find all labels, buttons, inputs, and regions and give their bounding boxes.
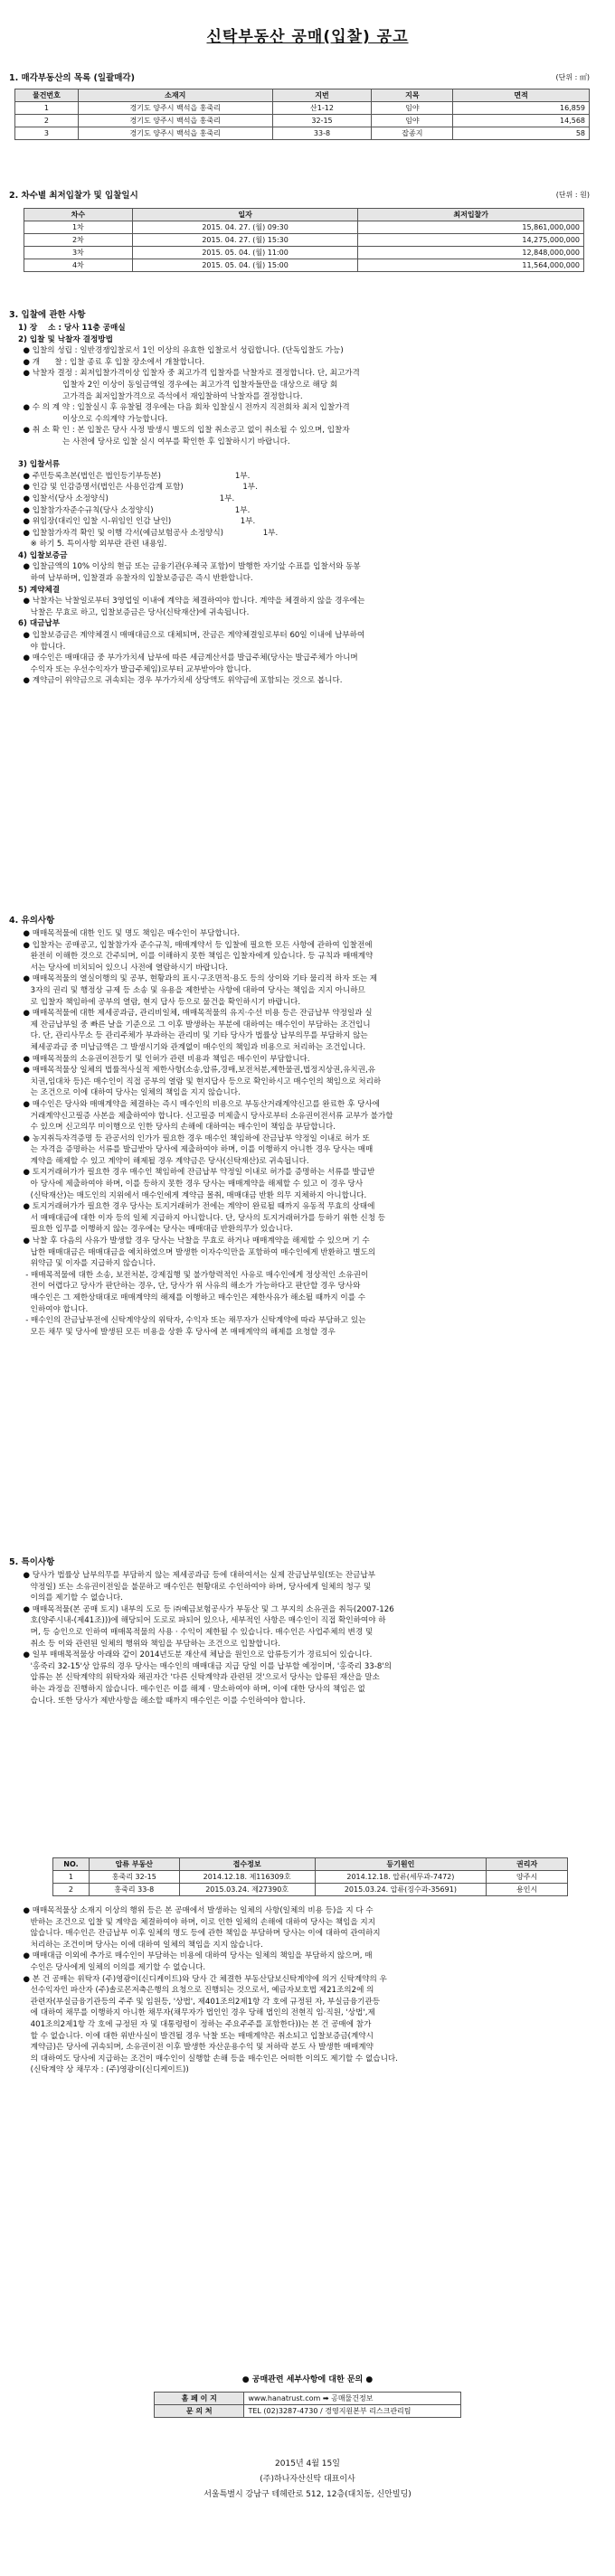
header-cell: 등기원인: [315, 1858, 487, 1871]
text-line: ● 일부 매매목적물상 아래와 같이 2014년도분 재산세 체납을 원인으로 압류등기가 경료되어 있습니다.: [18, 1650, 373, 1660]
text-line: ● 토지거래허가가 필요한 경우 당사는 토지거래허가 전에는 계약이 완료될 때까지 유동적 무효의 상태에: [18, 1202, 375, 1212]
table-cell: 2015. 05. 04. (월) 15:00: [132, 259, 358, 272]
text-line: (신탁재산)는 매도인의 지위에서 매수인에게 계약금 몰취, 매매대금 반환 의무 지체하지 아니합니다.: [18, 1190, 367, 1200]
text-line: ● 매수인은 매매대금 중 부가가치세 납부에 따른 세금계산서를 발급주체(당사는 발급주체가 아니며: [18, 653, 358, 663]
text-line: ● 위임장(대리인 입찰 시-위임인 인감 날인) 1부.: [18, 517, 256, 527]
table-row: [24, 234, 584, 247]
section-bid-schedule: [9, 188, 606, 272]
text-line: 위약금 및 이자를 지급하지 않습니다.: [18, 1259, 156, 1269]
text-line: 서 매매대금에 대한 이자 등의 일체 지급하지 아니합니다. 단, 당사의 토지거래허가를 등하기 위한 신청 등: [18, 1213, 386, 1223]
table-row: [53, 1871, 568, 1884]
text-line: ● 입찰금액의 10% 이상의 현금 또는 금융기관(우체국 포함)이 발행한 자기앞 수표를 입찰서와 동봉: [18, 562, 361, 572]
text-line: 제 잔금납부일 중 빠른 날을 기준으로 그 이후 발생하는 부분에 대하여는 매수인이 부담하는 조건입니: [18, 1020, 371, 1029]
text-line: 매수인은 그 제한상태대로 매매계약의 해제를 이행하고 매수인은 제한사유가 해소될 때까지 이를 수: [18, 1293, 366, 1302]
text-line: 하는 과정을 진행하지 않습니다. 매수인은 이를 해제 · 말소하여야 하며, 이에 대한 당사의 책임은 없: [18, 1684, 365, 1694]
text-line: 약정일) 또는 소유권이전일을 불문하고 매수인은 현황대로 수인하여야 하며, 당사에게 일체의 청구 및: [18, 1582, 372, 1592]
header-cell: 접수정보: [179, 1858, 315, 1871]
text-line: 는 조건으로 이에 대하여 당사는 일체의 책임을 지지 않습니다.: [18, 1088, 241, 1098]
table-row: [15, 115, 590, 127]
text-line: ● 매매대금 이외에 추가로 매수인이 부담하는 비용에 대하여 당사는 일체의 책임을 부담하지 않으며, 매: [18, 1951, 373, 1961]
header-cell: 지목: [372, 89, 453, 102]
text-line: 이의를 제기할 수 없습니다.: [18, 1594, 123, 1603]
table-cell: 용인시: [487, 1884, 568, 1896]
footer-date: 2015년 4월 15일: [275, 2459, 340, 2468]
table-cell: TEL (02)3287-4730 / 경영지원본부 리스크관리팀: [244, 2405, 461, 2418]
text-line: 2) 입찰 및 낙찰자 결정방법: [18, 334, 113, 344]
text-line: ● 인감 및 인감증명서(법인은 사용인감계 포함) 1부.: [18, 483, 258, 493]
schedule-table: [24, 208, 584, 272]
table-cell: 11,564,000,000: [358, 259, 584, 272]
text-line: ● 매매목적물상 일체의 법률적사실적 제한사항(소송,압류,경매,보전처분,제한물권,법정지상권,유치권,유: [18, 1066, 376, 1076]
text-line: 습니다. 또한 당사가 제반사항을 해소할 때까지 매수인은 이를 수인하여야 합니다.: [18, 1696, 306, 1706]
table-cell: 2: [15, 115, 79, 127]
table-cell: 58: [453, 127, 590, 140]
text-line: 6) 대금납부: [18, 619, 61, 629]
table-cell: 경기도 양주시 백석읍 홍죽리: [78, 115, 272, 127]
table-cell: 잡종지: [372, 127, 453, 140]
table-cell: 14,275,000,000: [358, 234, 584, 247]
text-line: ● 계약금이 위약금으로 귀속되는 경우 부가가치세 상당액도 위약금에 포함되는 것으로 봅니다.: [18, 676, 343, 686]
table-cell: 4차: [24, 259, 133, 272]
text-line: 관련자(부실금융기관등의 주주 및 임원등, '상법', 제401조의2제1항 각 호에 규정된 자, 부실금융기관등: [18, 1997, 381, 2007]
header-cell: 소재지: [78, 89, 272, 102]
header-cell: 지번: [272, 89, 372, 102]
header-cell: 압류 부동산: [89, 1858, 179, 1871]
table-cell: 2015. 05. 04. (월) 11:00: [132, 247, 358, 259]
section-2-heading: 2. 차수별 최저입찰가 및 입찰일시: [9, 191, 138, 201]
text-line: (신탁계약 상 채무자 : (주)영광이(신디케이트)): [18, 2065, 189, 2075]
section-special-notes: [9, 1555, 606, 1706]
text-line: ● 매매목적물의 열실이행의 및 공부, 현황과의 표시·구조면적·용도 등의 상이와 기타 물리적 하자 또는 제: [18, 974, 378, 984]
table-row: [24, 247, 584, 259]
text-line: ● 당사가 법률상 납부의무를 부담하지 않는 제세공과금 등에 대하여서는 실제 잔금납부일(또는 잔금납부: [18, 1571, 376, 1580]
table-row: [155, 2393, 461, 2405]
property-table: [14, 89, 590, 140]
table-cell: 양주시: [487, 1871, 568, 1884]
section-1-heading: 1. 매각부동산의 목록 (일괄매각): [9, 73, 135, 83]
table-cell: 문 의 처: [155, 2405, 244, 2418]
text-line: ● 입찰의 성립 : 일반경쟁입찰로서 1인 이상의 유효한 입찰로서 성립합니다. (단독입찰도 가능): [18, 346, 344, 356]
section-4-heading: 4. 유의사항: [9, 916, 55, 926]
text-line: 전이 어렵다고 당사가 판단하는 경우, 단, 당사가 위 사유의 해소가 가능하다고 판단할 경우 당사와: [18, 1282, 361, 1292]
table-cell: 경기도 양주시 백석읍 홍죽리: [78, 102, 272, 115]
header-cell: 권리자: [487, 1858, 568, 1871]
homepage-link[interactable]: www.hanatrust.com ➡ 공매물건정보: [244, 2393, 461, 2405]
footer-address: 서울특별시 강남구 테헤란로 512, 12층(대치동, 신안빌딩): [203, 2490, 412, 2499]
text-line: ● 매매목적물에 대한 제세공과금, 관리비일체, 매매목적물의 유지·수선 비용 등은 잔금납부 약정일과 실: [18, 1009, 373, 1019]
header-cell: NO.: [53, 1858, 90, 1871]
table-row: [24, 221, 584, 234]
text-line: '홍죽리 32-15'상 압류의 경우 당사는 매수인의 매매대금 지급 당일 이를 납부할 예정이며, '홍죽리 33-8'의: [18, 1661, 392, 1671]
text-line: ※ 하기 5. 특이사항 외부란 관련 내용임.: [18, 540, 167, 550]
text-line: 며, 등 승인으로 인하여 매매목적물의 사용 · 수익이 제한될 수 있습니다. 매수인은 사업주체의 변경 및: [18, 1627, 374, 1637]
text-line: 는 자격을 증명하는 서류를 발급받아 당사에 제출하여야 하며, 이를 이행하지 아니한 경우 당사는 매매: [18, 1145, 374, 1155]
header-cell: 최저입찰가: [358, 209, 584, 221]
text-line: 에 대하여 채무를 이행하지 아니한 채무자(채무자가 법인인 경우 당해 법인의 전현직 임·직원, '상법',제: [18, 2008, 375, 2018]
section-3-heading: 3. 입찰에 관한 사항: [9, 310, 86, 320]
table-cell: 3차: [24, 247, 133, 259]
text-line: 고가격을 최저입찰가격으로 즉석에서 재입찰하여 낙찰자를 결정합니다.: [18, 391, 303, 401]
section-5-body: [18, 1570, 606, 1706]
contact-section: [9, 2373, 606, 2418]
table-row: [15, 102, 590, 115]
text-line: 처리하는 조건이며 당사는 이에 대하여 일체의 책임을 지지 않습니다.: [18, 1940, 263, 1950]
section-2-unit: (단위 : 원): [555, 191, 590, 199]
text-line: 할 수 없습니다. 이에 대한 위반사실이 발견될 경우 낙찰 또는 매매계약은 취소되고 입찰보증금(계약시: [18, 2031, 374, 2041]
text-line: ● 입찰서(당사 소정양식) 1부.: [18, 494, 235, 503]
section-property-list: [9, 71, 606, 140]
table-cell: 16,859: [453, 102, 590, 115]
table-cell: 1: [15, 102, 79, 115]
table-cell: 경기도 양주시 백석읍 홍죽리: [78, 127, 272, 140]
text-line: 3자의 권리 및 행정상 규제 등 소송 및 유용을 제한받는 사항에 대하여 당사는 책임을 지지 아니하므: [18, 985, 365, 995]
table-row: [24, 259, 584, 272]
text-line: 5) 계약체결: [18, 585, 61, 595]
text-line: 3) 입찰서류: [18, 460, 61, 470]
text-line: ● 낙찰자 결정 : 최저입찰가격이상 입찰자 중 최고가격 입찰자를 낙찰자로 결정합니다. 단, 최고가격: [18, 369, 360, 379]
table-cell: 2015. 04. 27. (월) 15:30: [132, 234, 358, 247]
text-line: 계약금)은 당사에 귀속되며, 소유권이전 이후 발생한 자산운용수익 및 저하락 분도 사 발생한 매매계약: [18, 2043, 374, 2053]
text-line: 의 대하여도 당사에 지급하는 조건이 매수인이 실행할 손해 등을 매수인은 어떠한 이의도 제기할 수 없습니다.: [18, 2054, 398, 2064]
text-line: 압류는 본 신탁계약의 위탁자와 채권자간 '다른 신탁계약과 관련된 것'으로서 당사는 압류된 재산을 말소: [18, 1673, 380, 1683]
table-cell: 32-15: [272, 115, 372, 127]
text-line: 수 있으며 신고의무 미이행으로 인한 당사의 손해에 대하여는 매수인이 책임을 부담합니다.: [18, 1123, 336, 1133]
table-cell: 1: [53, 1871, 90, 1884]
section-1-unit: (단위 : ㎡): [555, 73, 590, 81]
text-line: 모든 채무 및 당사에 발생된 모든 비용을 상환 후 당사에 본 매매계약의 해제를 요청할 경우: [18, 1327, 336, 1337]
text-line: ● 매매목적물상 소재지 이상의 행위 등은 본 공매에서 발생하는 일체의 사항(일체의 비용 등)을 지 다 수: [18, 1906, 374, 1915]
document-title: 신탁부동산 공매(입찰) 공고: [206, 28, 409, 46]
table-header-row: [53, 1858, 568, 1871]
text-line: 치권,임대차 등)은 매수인이 직접 공부의 열람 및 현지답사 등으로 확인하시고 매수인의 책임으로 처리하: [18, 1076, 382, 1086]
table-cell: 2: [53, 1884, 90, 1896]
text-line: 취소 등 이와 관련된 일체의 행위와 책임을 부담하는 조건으로 입찰합니다.: [18, 1639, 281, 1649]
text-line: 체세공과금 중 미납금액은 그 발생시기와 관계없이 매수인의 책임과 비용으로 처리하는 조건입니다.: [18, 1042, 366, 1052]
text-line: 않습니다. 매수인은 잔금납부 이후 일체의 명도 등에 관한 책임을 부담하며 당사는 이에 대하여 관여하지: [18, 1929, 381, 1939]
table-cell: 2014.12.18. 압류(세무과-7472): [315, 1871, 487, 1884]
text-line: 1) 장 소 : 당사 11층 공매실: [18, 324, 126, 333]
section-3-body: [18, 323, 606, 687]
text-line: 는 사전에 당사로 입찰 실시 여부를 확인한 후 입찰하시기 바랍니다.: [18, 437, 290, 447]
text-line: ● 농지취득자격증명 등 관공서의 인가가 필요한 경우 매수인 책임하에 잔금납부 약정일 이내로 허가 또: [18, 1133, 370, 1143]
header-cell: 차수: [24, 209, 133, 221]
table-cell: 1차: [24, 221, 133, 234]
text-line: 수인은 당사에게 일체의 이의를 제기할 수 없습니다.: [18, 1962, 206, 1972]
text-line: ● 입찰참가자격 확인 및 이행 각서(예금보험공사 소정양식) 1부.: [18, 528, 279, 538]
table-row: [53, 1884, 568, 1896]
table-cell: 2차: [24, 234, 133, 247]
text-line: 아 당사에 제출하여야 하며, 이를 등하지 못한 경우 당사는 매매계약을 해제할 수 있고 이 경우 당사: [18, 1180, 364, 1189]
footer-company: (주)하나자산신탁 대표이사: [260, 2475, 355, 2484]
table-cell: 임야: [372, 102, 453, 115]
text-line: ● 매매목적물의 소유권이전등기 및 인허가 관련 비용과 책임은 매수인이 부담합니다.: [18, 1054, 310, 1064]
text-line: 야 합니다.: [18, 642, 66, 652]
section-6-body: [18, 1905, 606, 2076]
text-line: ● 주민등록초본(법인은 법인등기부등본) 1부.: [18, 471, 251, 481]
text-line: 하여 납부하며, 입찰결과 유찰자의 입찰보증금은 즉시 반환합니다.: [18, 574, 253, 584]
section-4-body: [18, 928, 606, 1338]
table-cell: 2015.03.24. 제27390호: [179, 1884, 315, 1896]
contact-heading: ● 공매관련 세부사항에 대한 문의 ●: [241, 2375, 374, 2384]
table-cell: 33-8: [272, 127, 372, 140]
table-row: [155, 2405, 461, 2418]
text-line: 다. 단, 관리사무소 등 관리주체가 부과하는 관리비 및 기타 당사가 법률상 납부의무를 부담하지 않는: [18, 1031, 368, 1041]
header-cell: 물건번호: [15, 89, 79, 102]
table-cell: 홍죽리 32-15: [89, 1871, 179, 1884]
text-line: 서는 당사에 비치되어 있으니 사전에 열람하시기 바랍니다.: [18, 963, 229, 973]
contact-table: [154, 2392, 461, 2418]
table-header-row: [15, 89, 590, 102]
table-row: [15, 127, 590, 140]
section-cautions: [9, 913, 606, 1338]
text-line: 완전히 이해한 것으로 간주되며, 이를 이해하지 못한 책임은 입찰자에게 있습니다. 등 규칙과 매매계약: [18, 952, 374, 962]
text-line: 거래계약신고필증 사본을 제출하여야 합니다. 신고필증 미제출시 당사로부터 소유권이전서류 교부가 불가할: [18, 1111, 393, 1121]
text-line: 호(양주시내-(제41조)))에 해당되어 도로로 파되어 있으나, 세부적인 사항은 매수인이 직접 확인하여야 하: [18, 1616, 386, 1626]
text-line: ● 토지거래허가가 필요한 경우 매수인 책임하에 잔금납부 약정일 이내로 허가를 증명하는 서류를 발급받: [18, 1168, 375, 1178]
text-line: 낙찰은 무효로 하고, 입찰보증금은 당사(신탁재산)에 귀속됩니다.: [18, 607, 250, 617]
section-seizure: [9, 1857, 606, 2076]
text-line: ● 매수인은 당사와 매매계약을 체결하는 즉시 매수인의 비용으로 부동산거래계약신고를 완료한 후 당사에: [18, 1099, 380, 1109]
text-line: 수익자 또는 우선수익자가 발급주체임)로부터 교부받아야 합니다.: [18, 664, 251, 674]
text-line: 입찰자 2인 이상이 동일금액일 경우에는 최고가격 입찰자들만을 대상으로 해당 회: [18, 380, 338, 390]
table-cell: 산1-12: [272, 102, 372, 115]
text-line: ● 본 건 공매는 위탁자 (주)영광이(신디케이트)와 당사 간 체결한 부동산담보신탁계약에 의거 신탁계약의 우: [18, 1974, 387, 1984]
text-line: 선수익자인 파산자 (주)솔로몬저축은행의 요청으로 진행되는 것으로서, 예금자보호법 제21조의2에 의: [18, 1986, 374, 1996]
text-line: - 매수인의 잔금납부전에 신탁계약상의 위탁자, 수익자 또는 채무자가 신탁계약에 따라 부담하고 있는: [18, 1316, 366, 1326]
table-cell: 12,848,000,000: [358, 247, 584, 259]
table-cell: 2015.03.24. 압류(징수과-35691): [315, 1884, 487, 1896]
table-cell: 15,861,000,000: [358, 221, 584, 234]
seizure-table: [52, 1857, 568, 1896]
text-line: ● 낙찰 후 다음의 사유가 발생할 경우 당사는 낙찰을 무효로 하거나 매매계약을 해제할 수 있으며 기 수: [18, 1236, 370, 1246]
table-header-row: [24, 209, 584, 221]
footer: [9, 2457, 606, 2503]
header-cell: 면적: [453, 89, 590, 102]
table-cell: 홍죽리 33-8: [89, 1884, 179, 1896]
text-line: ● 매매목적물(본 공매 토지) 내부의 도로 등 ㈜예금보험공사가 부동산 및 그 부지의 소유권을 취득(2007-126: [18, 1604, 394, 1614]
text-line: - 매매목적물에 대한 소송, 보전처분, 강제집행 및 불가항력적인 사유로 매수인에게 정상적인 소유권이: [18, 1270, 369, 1280]
text-line: 필요한 입무를 이행하지 않는 경우에는 당사는 매매대금 반환의무가 있습니다.: [18, 1225, 293, 1235]
text-line: ● 개 찰 : 입찰 종료 후 입찰 장소에서 개찰합니다.: [18, 357, 205, 367]
table-cell: 2014.12.18. 제116309호: [179, 1871, 315, 1884]
text-line: 401조의2제1항 각 호에 규정된 자 및 대통령령이 정하는 주요주주를 포함한다))는 본 건 공매에 참가: [18, 2019, 372, 2029]
table-cell: 2015. 04. 27. (월) 09:30: [132, 221, 358, 234]
text-line: 로 입찰자 책임하에 공부의 열람, 현지 답사 등으로 물건을 확인하시기 바랍니다.: [18, 997, 301, 1007]
table-cell: 3: [15, 127, 79, 140]
text-line: 4) 입찰보증금: [18, 550, 68, 560]
text-line: ● 낙찰자는 낙찰일로부터 3영업일 이내에 계약을 체결하여야 합니다. 계약을 체결하지 않을 경우에는: [18, 597, 365, 606]
text-line: 납한 매매대금은 매매대금을 예치하였으며 발생한 이자수익만을 포함하여 매수인에게 반환하고 별도의: [18, 1247, 376, 1257]
text-line: ● 취 소 확 인 : 본 입찰은 당사 사정 발생시 별도의 입찰 취소공고 없이 취소될 수 있으며, 입찰자: [18, 426, 350, 436]
section-bid-rules: [9, 307, 606, 687]
table-cell: 임야: [372, 115, 453, 127]
text-line: 이상으로 수의계약 가능합니다.: [18, 414, 168, 424]
header-cell: 일자: [132, 209, 358, 221]
text-line: ● 입찰참가자준수규칙(당사 소정양식) 1부.: [18, 505, 251, 515]
text-line: [18, 448, 606, 460]
text-line: 반하는 조건으로 입찰 및 계약을 체결하여야 하며, 이로 인한 일체의 손해에 대하여 당사는 책임을 지지: [18, 1917, 375, 1927]
text-line: ● 입찰자는 공매공고, 입찰참가자 준수규칙, 매매계약서 등 입찰에 필요한 모든 사항에 관하여 입찰전에: [18, 940, 373, 950]
section-5-heading: 5. 특이사항: [9, 1557, 55, 1567]
table-cell: 홈 페 이 지: [155, 2393, 244, 2405]
text-line: 인하여야 합니다.: [18, 1304, 89, 1314]
text-line: ● 입찰보증금은 계약체결시 매매대금으로 대체되며, 잔금은 계약체결일로부터 60일 이내에 납부하여: [18, 631, 365, 641]
text-line: 계약을 해제할 수 있고 계약이 해제될 경우 계약금은 당사(신탁재산)로 귀속됩니다.: [18, 1156, 309, 1166]
table-cell: 14,568: [453, 115, 590, 127]
text-line: ● 수 의 계 약 : 입찰실시 후 유찰될 경우에는 다음 회차 입찰실시 전까지 직전회차 최저 입찰가격: [18, 403, 350, 413]
text-line: ● 매매목적물에 대한 인도 및 명도 책임은 매수인이 부담합니다.: [18, 929, 241, 938]
